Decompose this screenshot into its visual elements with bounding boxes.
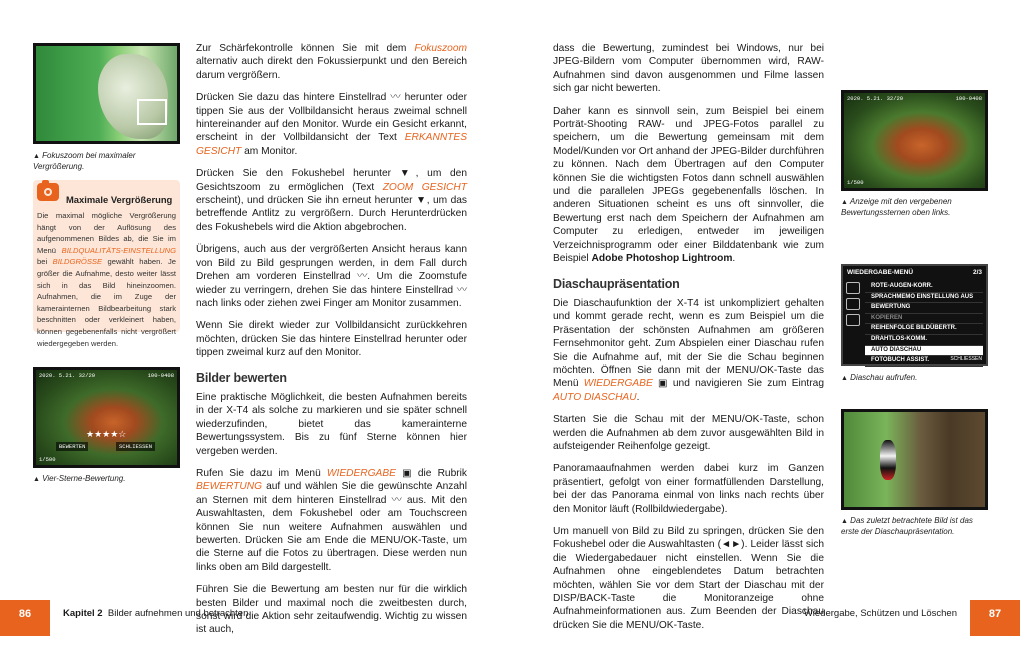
paragraph: Rufen Sie dazu im Menü WIEDERGABE ▣ die Rubrik BEWERTUNG auf und wählen Sie die gewünschte Anzahl an Sternen mit dem hinteren Einstellrad 〰 aus. Mit den Auswahltasten, dem Fokushebel oder am Touchscreen können Sie nun weitere Aufnahmen auswählen und bewerten. Drücken Sie am Ende die MENU/OK-Taste, um die Sterne auf die Fotos zu übertragen. Diese werden nun links oben am Bild dargestellt. [196, 467, 468, 573]
hud-shutter: 1/500 [39, 456, 56, 463]
paragraph: Um manuell von Bild zu Bild zu springen, drücken Sie den Fokushebel oder die Auswahltasten (◄►). Leider lässt sich die Wiedergabedauer nicht einstellen. Wenn Sie die Aufnahmen ohne eingeblendetes Datum betrachten möchten, wählen Sie vor dem Start der Diaschau mit der DISP/BACK-Taste die Monitoranzeige ohne Aufnahmeinformationen aus. Zum Beenden der Diaschau drücken Sie die MENU/OK-Taste. [553, 526, 824, 631]
chapter-label: Kapitel 2 [63, 608, 103, 619]
menu-item: BEWERTUNG [865, 303, 983, 314]
tip-box [33, 180, 180, 348]
woodpecker-shape [880, 440, 896, 480]
chameleon-shape [98, 54, 168, 139]
dial-icon: 〰 [391, 494, 402, 506]
caption-menu: ▲ Diaschau aufrufen. [841, 373, 918, 382]
right-text-column [553, 42, 824, 641]
paragraph: Drücken Sie dazu das hintere Einstellrad 〰 herunter oder tippen Sie aus der Vollbildansicht heraus zweimal schnell hintereinander auf den Monitor. Wurde ein Gesicht erkannt, erscheint in der Vollbildansicht der Text ERKANNTES GESICHT am Monitor. [196, 92, 467, 157]
menu-back: SCHLIESSEN [950, 356, 982, 362]
menu-items [865, 282, 983, 367]
menu-icon: ▣ [658, 378, 668, 390]
front-dial-icon: 〰 [357, 271, 368, 283]
paragraph: Starten Sie die Schau mit der MENU/OK-Taste, schon werden die Aufnahmen ab dem zuvor ausgewählten Bild in aufsteigender Reihenfolge gezeigt. [553, 414, 824, 452]
paragraph: Eine praktische Möglichkeit, die besten Aufnahmen bereits in der X-T4 als solche zu markieren und sie später schnell wiederzufinden, bietet das kamerainterne Bewertungssystem. Bis zu fünf Sterne können hier vergeben werden. [196, 391, 467, 457]
star-rating: ★★★★☆ [86, 430, 127, 440]
menu-item: DRAHTLOS-KOMM. [865, 335, 983, 346]
menu-side-tabs [846, 282, 862, 330]
caption-rating: ▲ Anzeige mit den vergebenen Bewertungssternen oben links. [841, 197, 952, 217]
paragraph: Wenn Sie direkt wieder zur Vollbildansicht zurückkehren möchten, drücken Sie das hintere Einstellrad herunter oder tippen zweimal kurz auf den Monitor. [196, 320, 467, 359]
fox-rating-photo [33, 367, 180, 468]
chapter-info [63, 608, 248, 619]
paragraph: Die Diaschaufunktion der X-T4 ist unkompliziert gehalten und kommt gerade recht, wenn es zum Beispiel um die Präsentation der schönsten Aufnahmen am größeren Fernsehmonitor geht. Zum Abspielen einer Diaschau rufen Sie die Aufnahme auf, mit der Sie die Schau beginnen möchten. Öffnen Sie dann mit der MENU/OK-Taste das Menü WIEDERGABE ▣ und navigieren Sie zum Eintrag AUTO DIASCHAU. [553, 297, 824, 403]
section-title: Wiedergabe, Schützen und Löschen [803, 608, 957, 619]
zoom-frame [137, 99, 167, 125]
tip-box-text: Die maximal mögliche Vergrößerung hängt von der Auflösung des aufgenommenen Bildes ab, die Sie im Menü BILDQUALITÄTS-EINSTELLUNG bei BILDGRÖSSE gewählt haben. Je größer die Aufnahme, desto weiter lässt sich in das Bild hineinzoomen. Aufnahmen, die im Zuge der kamerainternen Bildbearbeitung stark beschnitten oder verkleinert haben, können gegebenenfalls nicht vergrößert wiedergegeben werden. [37, 211, 176, 348]
caption-stars: ▲ Vier-Sterne-Bewertung. [33, 474, 126, 483]
tip-box-title: Maximale Vergrößerung [66, 194, 173, 205]
left-page-number: 86 [0, 600, 50, 636]
chapter-title: Bilder aufnehmen und betrachten [107, 608, 249, 619]
menu-item: ROTE-AUGEN-KORR. [865, 282, 983, 293]
left-text-column [196, 42, 467, 646]
paragraph: dass die Bewertung, zumindest bei Windows, nur bei JPEG-Bildern vom Computer übernommen wird, RAW-Aufnahmen sind davon ausgenommen und Filme lassen sich gar nicht bewerten. [553, 43, 824, 95]
rate-button: BEWERTEN [56, 442, 88, 451]
dial-icon: 〰 [456, 284, 467, 296]
hud-date: 2020. 5.21. 32/20 [39, 372, 96, 379]
paragraph: Drücken Sie den Fokushebel herunter ▼, um den Gesichtszoom zu ermöglichen (Text ZOOM GESICHT erscheint), und drücken Sie ihn erneut herunter ▼, um das betreffende Antlitz zu vergrößern. Durch Herunterdrücken des Fokushebels wird die Aktion abgebrochen. [196, 168, 467, 233]
menu-page: 2/3 [972, 269, 982, 276]
heading-bewerten: Bilder bewerten [196, 370, 287, 385]
menu-item: SPRACHMEMO EINSTELLUNG AUS [865, 293, 983, 304]
hud-date: 2020. 5.21. 32/20 [847, 95, 904, 102]
dial-icon: 〰 [390, 92, 401, 104]
hud-shutter: 1/500 [847, 179, 864, 186]
woodpecker-photo [841, 409, 988, 510]
playback-menu-screenshot [841, 264, 988, 366]
camera-icon [37, 183, 59, 201]
menu-item: KOPIEREN [865, 314, 983, 325]
fox-photo [841, 90, 988, 191]
menu-header [847, 269, 982, 281]
hud-file: 100-0408 [147, 372, 174, 379]
paragraph: Panoramaaufnahmen werden dabei kurz im Ganzen präsentiert, gefolgt von einer formatfüllenden Darstellung, bei der das Panorama einmal von links nach rechts über den Monitor läuft (Rollbildwiedergabe). [553, 463, 824, 515]
hud-file: 100-0408 [955, 95, 982, 102]
menu-item: AUTO DIASCHAU [865, 346, 983, 357]
paragraph: Zur Schärfekontrolle können Sie mit dem Fokuszoom alternativ auch direkt den Fokussierpunkt und den Bereich darum vergrößern. [196, 43, 467, 81]
paragraph: Übrigens, auch aus der vergrößerten Ansicht heraus kann von Bild zu Bild gesprungen werden, in dem Fall durch Drehen am vorderen Einstellrad 〰. Um die Zoomstufe wieder zu verringern, drehen Sie das hintere Einstellrad 〰 nach links oder ziehen zwei Finger am Monitor zusammen. [196, 244, 467, 309]
menu-item: FOTOBUCH ASSIST. [865, 356, 983, 367]
menu-item: REIHENFOLGE BILDÜBERTR. [865, 324, 983, 335]
caption-fokuszoom: ▲ Fokuszoom bei maximaler Vergrößerung. [33, 151, 136, 171]
menu-icon: ▣ [402, 467, 412, 479]
caption-last: ▲ Das zuletzt betrachtete Bild ist das erste der Diaschaupräsentation. [841, 516, 973, 536]
heading-diaschau: Diaschaupräsentation [553, 276, 680, 291]
paragraph: Führen Sie die Bewertung am besten nur für die wirklich besten Bilder und maximal noch die zweitbesten durch, sonst wird die Aktion sehr zeitaufwendig. Wichtig zu wissen ist auch, [196, 584, 467, 636]
menu-title: WIEDERGABE-MENÜ [847, 269, 914, 276]
fokuszoom-photo [33, 43, 180, 144]
paragraph: Daher kann es sinnvoll sein, zum Beispiel bei einem Porträt-Shooting RAW- und JPEG-Fotos parallel zu speichern, um die Bewertung gemeinsam mit dem Model/Kunden vor Ort anhand der JPEG-Bilder durchführen zu können. Nach dem Übertragen auf den Computer können Sie die wichtigsten Fotos dann schnell auswählen und die parallelen JPEGs gegebenenfalls löschen. In anderen Situationen scheint es uns oft sinnvoller, die Bewertung erst nach dem Speichern der Aufnahmen am Computer zu erledigen, entweder im jeweiligen Verzeichnisprogramm oder einer Bilddatenbank wie zum Beispiel Adobe Photoshop Lightroom. [553, 105, 824, 265]
right-page-number: 87 [970, 600, 1020, 636]
footer [0, 600, 1020, 636]
close-button: SCHLIESSEN [116, 442, 155, 451]
